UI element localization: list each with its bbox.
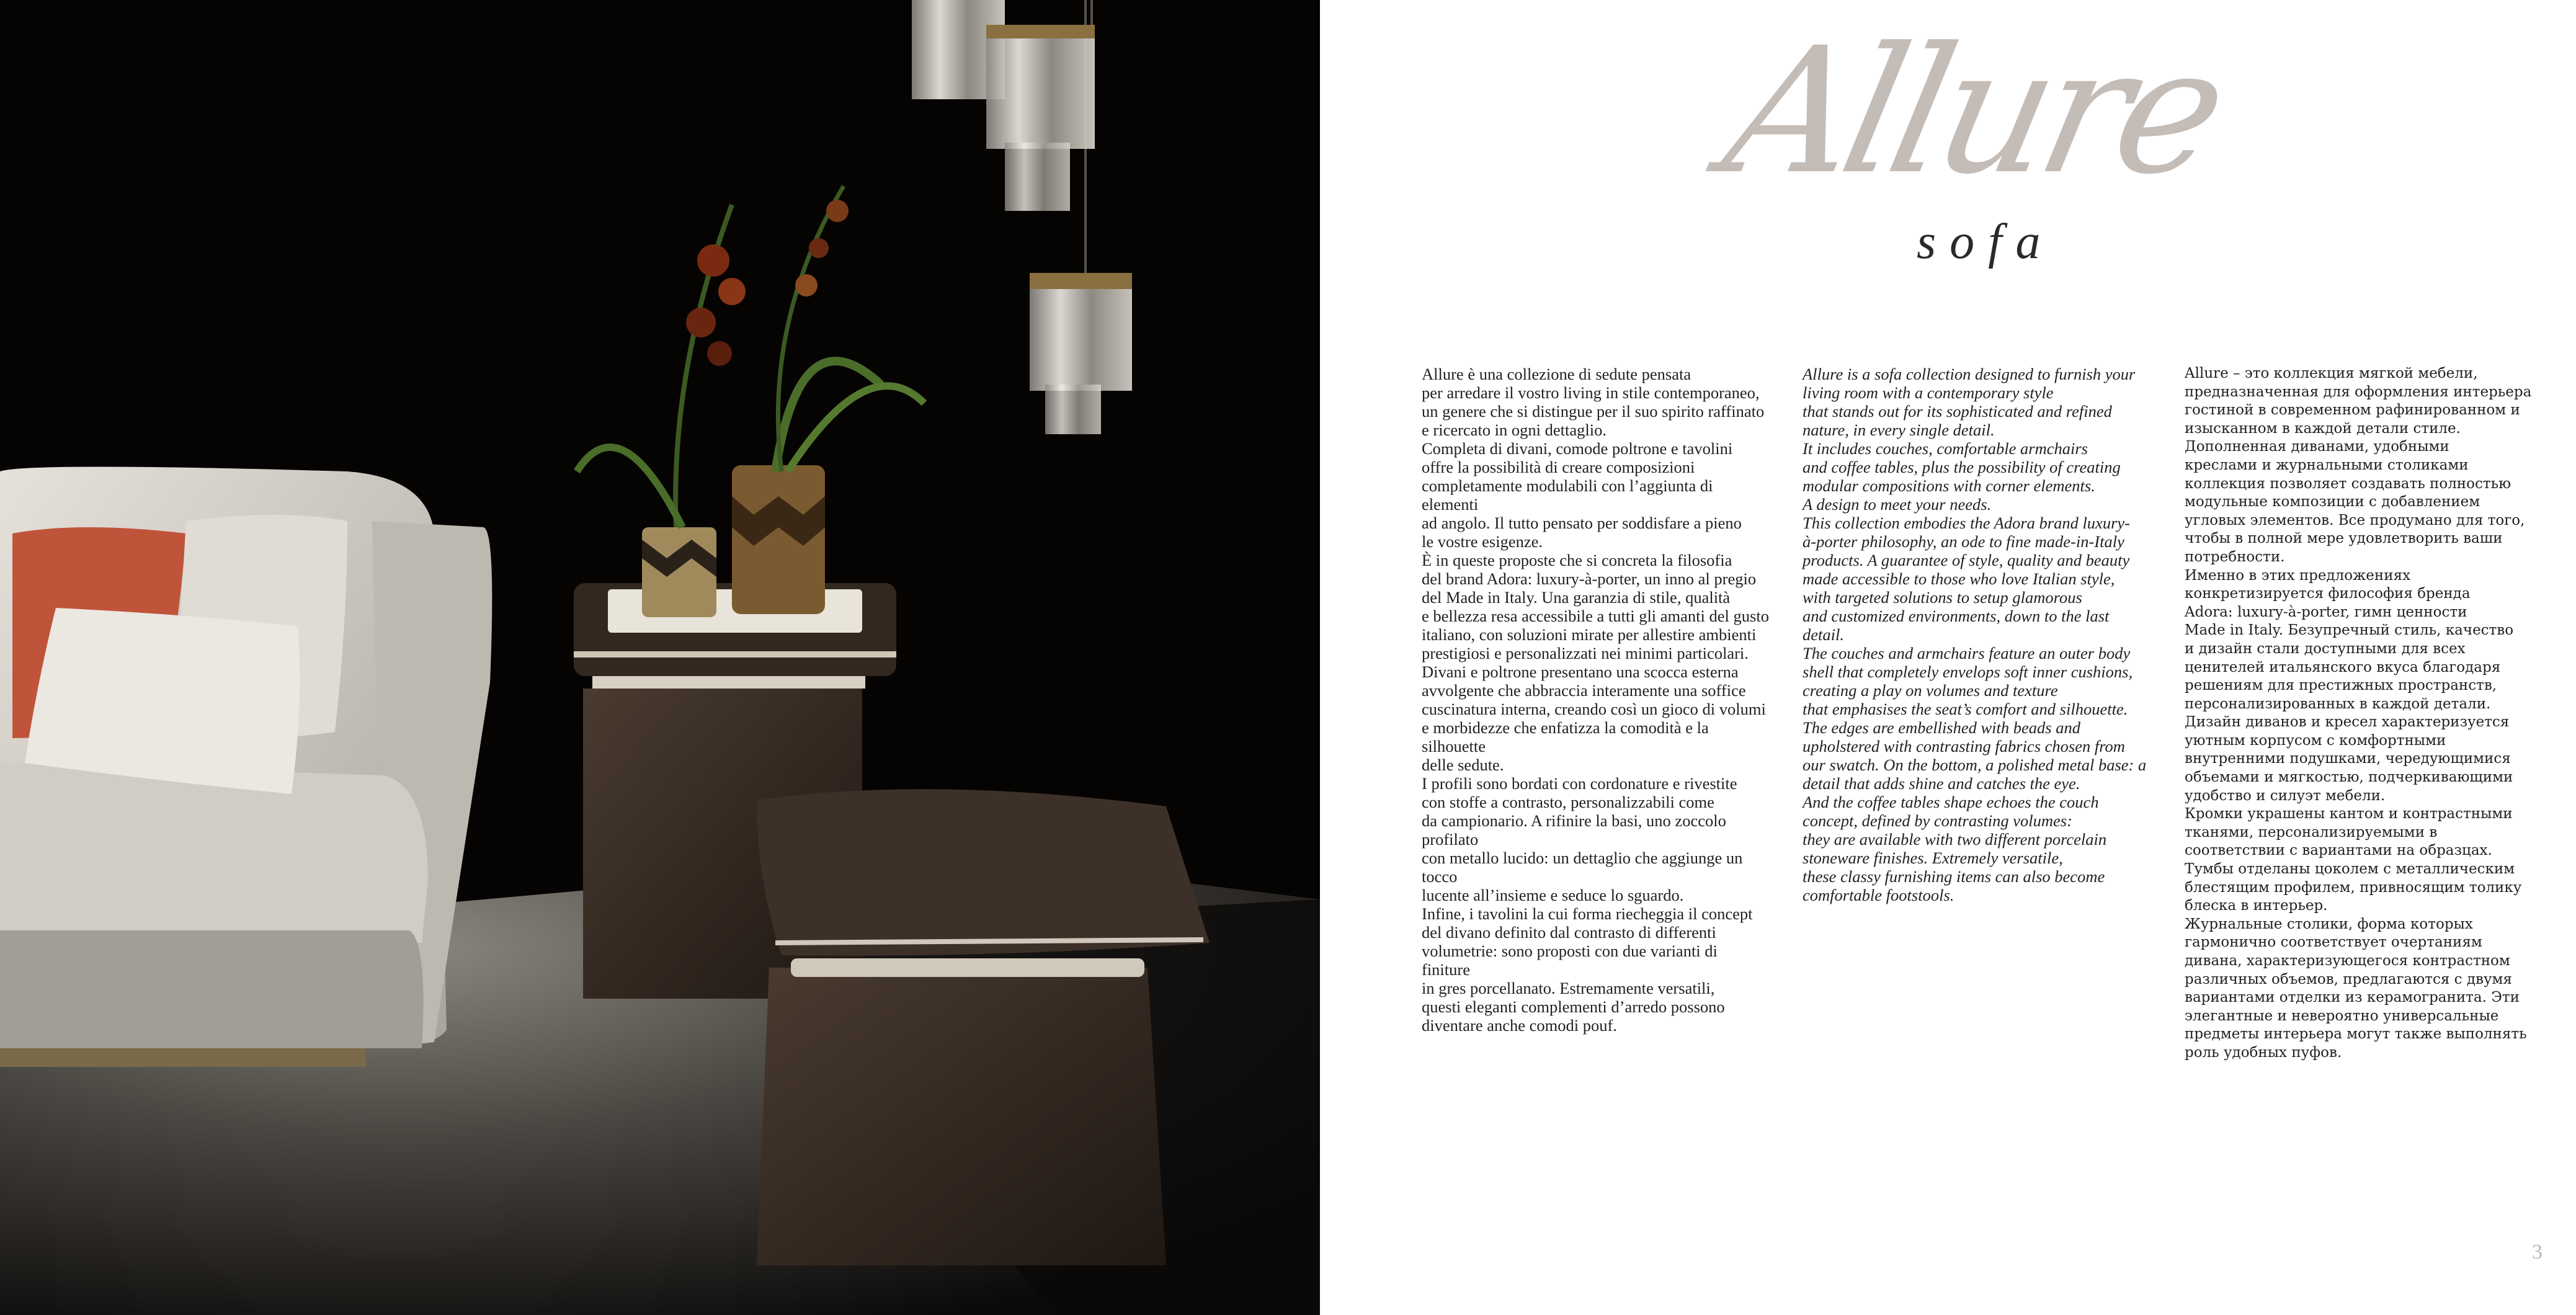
text-line: creating a play on volumes and texture (1803, 681, 2058, 700)
text-line: Дизайн диванов и кресел характеризуется (2185, 714, 2510, 731)
sofa-illustration (0, 467, 492, 1068)
text-line: вариантами отделки из керамогранита. Эти (2185, 989, 2520, 1006)
collection-subtitle: sofa (1917, 215, 2054, 269)
text-line: различных объемов, предлагаются с двумя (2185, 971, 2512, 987)
text-line: diventare anche comodi pouf. (1422, 1016, 1617, 1035)
russian-description (2185, 365, 2557, 1063)
text-line: потребности. (2185, 548, 2285, 565)
text-line: удобство и силуэт мебели. (2185, 787, 2386, 804)
text-line: Кромки украшены кантом и контрастными (2185, 806, 2513, 822)
text-line: предназначенная для оформления интерьера (2185, 383, 2532, 400)
text-line: and coffee tables, plus the possibility of creating (1803, 458, 2121, 476)
text-line: I profili sono bordati con cordonature e rivestite (1422, 774, 1737, 793)
text-line: and customized environments, down to the last (1803, 607, 2110, 625)
text-line: with targeted solutions to setup glamorous (1803, 588, 2082, 607)
english-description (1803, 365, 2162, 904)
text-line: The couches and armchairs feature an outer body (1803, 644, 2131, 662)
text-line: объемами и мягкостью, подчеркивающими (2185, 769, 2513, 786)
text-line: соответствии с вариантами на образцах. (2185, 842, 2492, 859)
text-line: Тумбы отделаны цоколем с металлическим (2185, 861, 2515, 878)
text-line: prestigiosi e personalizzati nei minimi particolari. (1422, 644, 1749, 662)
text-line: предметы интерьера могут также выполнять (2185, 1026, 2527, 1043)
text-line: гостиной в современном рафинированном и (2185, 402, 2520, 419)
text-line: Adora: luxury-à-porter, гимн ценности (2185, 604, 2467, 620)
text-line: con metallo lucido: un dettaglio che aggiunge un tocco (1422, 849, 1743, 886)
text-line: e bellezza resa accessibile a tutti gli amanti del gusto (1422, 607, 1769, 625)
text-line: à-porter philosophy, an ode to fine made-in-Italy (1803, 532, 2124, 551)
text-line: italiano, con soluzioni mirate per allestire ambienti (1422, 625, 1757, 644)
text-line: This collection embodies the Adora brand luxury- (1803, 514, 2130, 532)
text-line: решениям для престижных пространств, (2185, 677, 2497, 694)
text-line: completamente modulabili con l’aggiunta di elementi (1422, 476, 1713, 514)
text-line: e morbidezze che enfatizza la comodità e la silhouette (1422, 718, 1709, 756)
text-line: modular compositions with corner elements. (1803, 476, 2095, 495)
text-line: Infine, i tavolini la cui forma riecheggia il concept (1422, 904, 1753, 923)
text-line: these classy furnishing items can also become (1803, 867, 2105, 886)
text-line: коллекция позволяет создавать полностью (2185, 475, 2511, 492)
text-line: персонализированных в каждой детали. (2185, 695, 2491, 712)
text-line: креслами и журнальными столиками (2185, 457, 2469, 473)
text-line: questi eleganti complementi d’arredo possono (1422, 997, 1725, 1016)
text-line: конкретизируется философия бренда (2185, 586, 2471, 602)
text-line: модульные композиции с добавлением (2185, 494, 2480, 510)
text-line: da campionario. A rifinire la basi, uno zoccolo profilato (1422, 811, 1726, 849)
text-line: элегантные и невероятно универсальные (2185, 1007, 2499, 1024)
text-line: lucente all’insieme e seduce lo sguardo. (1422, 886, 1684, 904)
text-line: volumetrie: sono proposti con due varianti di finiture (1422, 942, 1718, 979)
text-line: Allure è una collezione di sedute pensata (1422, 365, 1691, 383)
text-line: угловых элементов. Все продумано для того, (2185, 512, 2525, 528)
text-line: блеска в интерьер. (2185, 898, 2328, 914)
brand-block (1709, 11, 2235, 298)
text-line: тканями, персонализируемыми в (2185, 824, 2438, 840)
text-line: living room with a contemporary style (1803, 383, 2054, 402)
text-line: concept, defined by contrasting volumes: (1803, 811, 2072, 830)
text-line: и дизайн стали доступными для всех (2185, 640, 2466, 657)
text-line: изысканном в каждой детали стиле. (2185, 420, 2461, 437)
text-line: Divani e poltrone presentano una scocca esterna (1422, 662, 1739, 681)
text-line: made accessible to those who love Italian style, (1803, 569, 2115, 588)
text-line: уютным корпусом с комфортными (2185, 732, 2446, 749)
text-line: Allure is a sofa collection designed to furnish your (1803, 365, 2136, 383)
pouf-illustration (757, 789, 1210, 1265)
text-line: Completa di divani, comode poltrone e tavolini (1422, 439, 1733, 458)
text-line: A design to meet your needs. (1803, 495, 1992, 514)
text-line: per arredare il vostro living in stile contemporaneo, (1422, 383, 1760, 402)
text-line: e ricercato in ogni dettaglio. (1422, 421, 1607, 439)
italian-description (1422, 365, 1769, 1035)
text-line: they are available with two different porcelain (1803, 830, 2107, 849)
text-line: внутренними подушками, чередующимися (2185, 751, 2511, 767)
text-line: in gres porcellanato. Estremamente versatili, (1422, 979, 1715, 997)
text-line: дивана, характеризующегося контрастном (2185, 953, 2510, 969)
page-number: 3 (2532, 1241, 2543, 1264)
collection-title: Allure (1709, 11, 2235, 213)
text-line: Журнальные столики, форма которых (2185, 916, 2473, 932)
text-line: роль удобных пуфов. (2185, 1044, 2342, 1061)
text-line: È in queste proposte che si concreta la filosofia (1422, 551, 1732, 569)
text-line: del Made in Italy. Una garanzia di stile, qualità (1422, 588, 1731, 607)
text-line: stoneware finishes. Extremely versatile, (1803, 849, 2063, 867)
text-line: un genere che si distingue per il suo spirito raffinato (1422, 402, 1765, 421)
text-line: avvolgente che abbraccia interamente una soffice (1422, 681, 1746, 700)
text-line: Дополненная диванами, удобными (2185, 439, 2449, 455)
text-line: that stands out for its sophisticated and refined (1803, 402, 2112, 421)
text-line: con stoffe a contrasto, personalizzabili come (1422, 793, 1714, 811)
text-line: delle sedute. (1422, 756, 1504, 774)
text-line: our swatch. On the bottom, a polished metal base: a (1803, 756, 2147, 774)
text-line: гармонично соответствует очертаниям (2185, 934, 2482, 951)
text-line: Made in Italy. Безупречный стиль, качество (2185, 622, 2514, 639)
text-line: nature, in every single detail. (1803, 421, 1995, 439)
text-line: that emphasises the seat’s comfort and silhouette. (1803, 700, 2128, 718)
text-line: Allure – это коллекция мягкой мебели, (2185, 365, 2478, 381)
text-line: del brand Adora: luxury-à-porter, un inno al pregio (1422, 569, 1757, 588)
text-line: блестящим профилем, привносящим толику (2185, 879, 2522, 896)
text-line: upholstered with contrasting fabrics chosen from (1803, 737, 2125, 756)
text-line: comfortable footstools. (1803, 886, 1954, 904)
text-line: It includes couches, comfortable armchairs (1803, 439, 2088, 458)
text-line: detail. (1803, 625, 1844, 644)
text-line: Именно в этих предложениях (2185, 567, 2411, 584)
text-line: cuscinatura interna, creando così un gioco di volumi (1422, 700, 1766, 718)
text-line: The edges are embellished with beads and (1803, 718, 2080, 737)
text-line: ad angolo. Il tutto pensato per soddisfare a pieno (1422, 514, 1742, 532)
text-line: shell that completely envelops soft inner cushions, (1803, 662, 2133, 681)
text-line: чтобы в полной мере удовлетворить ваши (2185, 530, 2503, 547)
text-line: detail that adds shine and catches the eye. (1803, 774, 2080, 793)
text-line: del divano definito dal contrasto di differenti (1422, 923, 1716, 942)
text-line: ценителей итальянского вкуса благодаря (2185, 659, 2501, 675)
text-line: And the coffee tables shape echoes the couch (1803, 793, 2099, 811)
text-line: products. A guarantee of style, quality and beauty (1803, 551, 2130, 569)
text-line: offre la possibilità di creare composizioni (1422, 458, 1695, 476)
text-line: le vostre esigenze. (1422, 532, 1543, 551)
